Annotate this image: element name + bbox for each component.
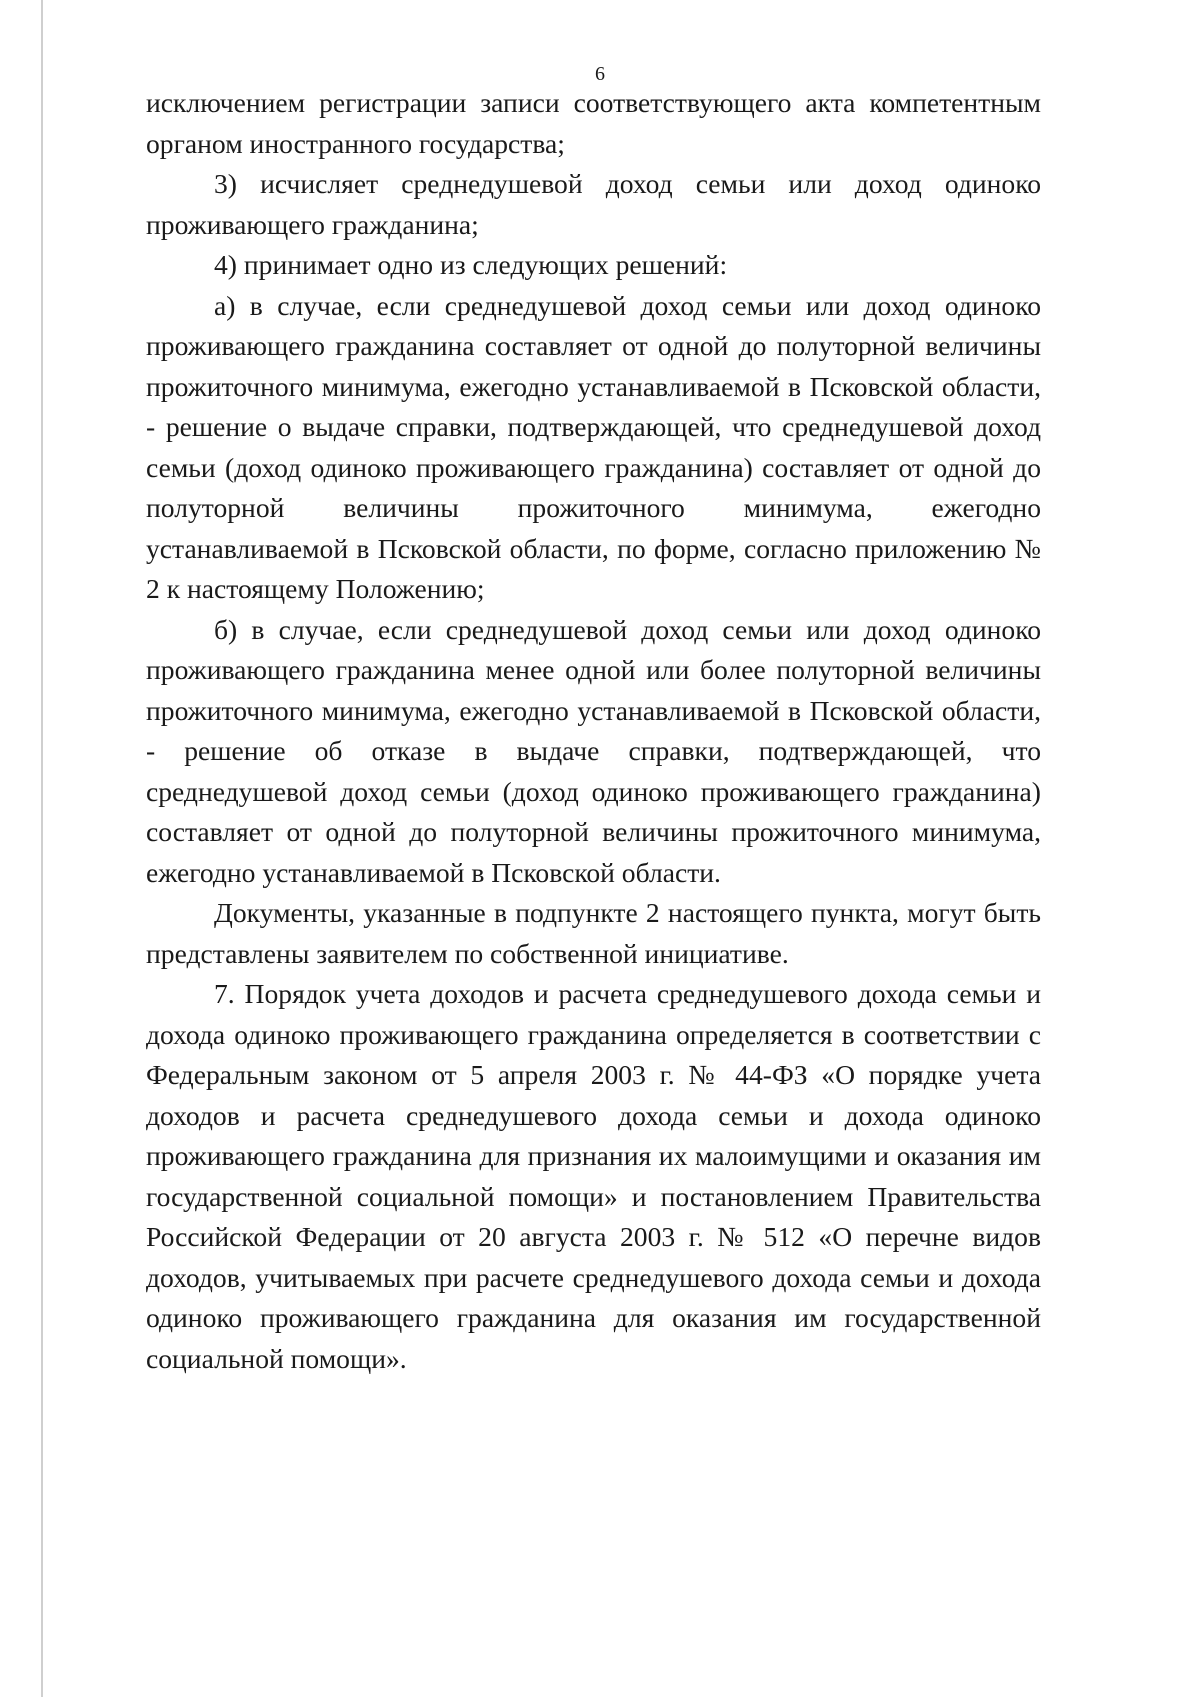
scan-left-edge-line — [41, 0, 43, 1697]
paragraph-documents-note: Документы, указанные в подпункте 2 настоящего пункта, могут быть представлены заявителем по собственной инициативе. — [146, 897, 1041, 969]
paragraph-item-4a: а) в случае, если среднедушевой доход семьи или доход одиноко проживающего гражданина составляет от одной до полуторной величины прожиточного минимума, ежегодно устанавливаемой в Псковской области, - решение о выдаче справки, подтверждающей, что среднедушевой доход семьи (доход одиноко проживающего гражданина) составляет от одной до полуторной величины прожиточного минимума, ежегодно устанавливаемой в Псковской области, по форме, согласно приложению № 2 к настоящему Положению; — [146, 289, 1041, 604]
paragraph-item-3: 3) исчисляет среднедушевой доход семьи или доход одиноко проживающего гражданина; — [146, 168, 1041, 240]
paragraph-item-4: 4) принимает одно из следующих решений: — [214, 249, 728, 280]
paragraph-section-7: 7. Порядок учета доходов и расчета среднедушевого дохода семьи и дохода одиноко проживающего гражданина определяется в соответствии с Федеральным законом от 5 апреля 2003 г. № 44-ФЗ «О порядке учета доходов и расчета среднедушевого дохода семьи и дохода одиноко проживающего гражданина для признания их малоимущими и оказания им государственной социальной помощи» и постановлением Правительства Российской Федерации от 20 августа 2003 г. № 512 «О перечне видов доходов, учитываемых при расчете среднедушевого дохода семьи и дохода одиноко проживающего гражданина для оказания им государственной социальной помощи». — [146, 978, 1041, 1374]
page-number: 6 — [595, 63, 605, 85]
paragraph-continuation: исключением регистрации записи соответствующего акта компетентным органом иностранного государства; — [146, 87, 1041, 159]
paragraph-item-4b: б) в случае, если среднедушевой доход семьи или доход одиноко проживающего гражданина менее одной или более полуторной величины прожиточного минимума, ежегодно устанавливаемой в Псковской области, - решение об отказе в выдаче справки, подтверждающей, что среднедушевой доход семьи (доход одиноко проживающего гражданина) составляет от одной до полуторной величины прожиточного минимума, ежегодно устанавливаемой в Псковской области. — [146, 613, 1041, 888]
document-body — [146, 83, 1041, 1379]
